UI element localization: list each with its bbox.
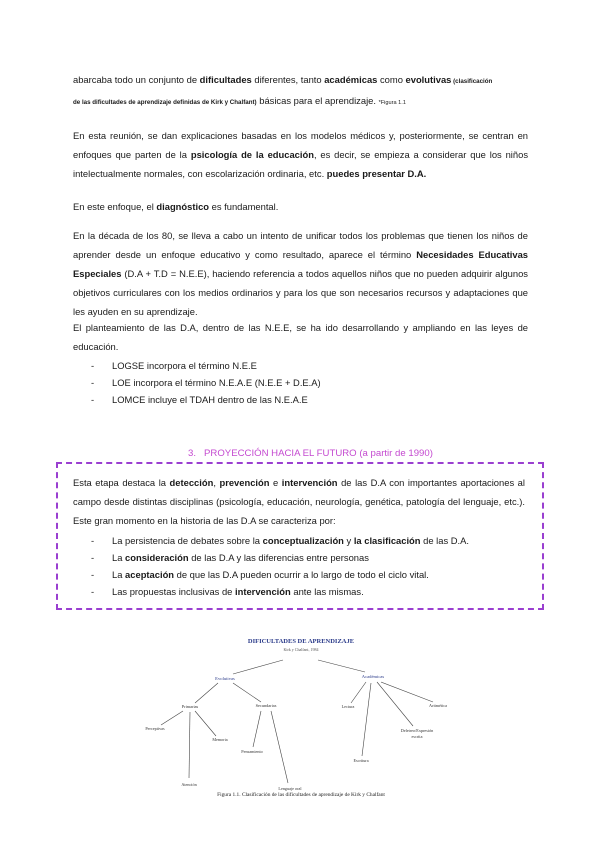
- section-title: PROYECCIÓN HACIA EL FUTURO: [204, 448, 357, 459]
- bold-psicologia: psicología de la educación: [190, 149, 314, 160]
- paragraph-etapa: Esta etapa destaca la detección, prevención e intervención de las D.A con importantes aportaciones al campo desde distintas disciplinas (psicología, educación, neurología, genética, patología del lenguaje, etc.). Este gran momento en la historia de las D.A se caracteriza por:: [73, 477, 525, 526]
- section-heading: 3. PROYECCIÓN HACIA EL FUTURO (a partir de 1990): [188, 448, 433, 459]
- list-dash: -: [91, 569, 95, 580]
- node-lenguaje: Lenguaje oral: [278, 786, 302, 791]
- node-perceptivas: Perceptivas: [145, 726, 165, 731]
- list-dash: -: [91, 377, 95, 388]
- list-dash: -: [91, 586, 95, 597]
- bold-diagnostico: diagnóstico: [156, 201, 210, 212]
- diagram-title: DIFICULTADES DE APRENDIZAJE: [247, 638, 355, 645]
- node-aritmetica: Aritmética: [429, 703, 447, 708]
- box-item-debates: La persistencia de debates sobre la conceptualización y la clasificación de las D.A.: [112, 535, 469, 546]
- list-dash: -: [91, 394, 95, 405]
- box-item-propuestas: Las propuestas inclusivas de intervención ante las mismas.: [112, 586, 364, 597]
- classification-diagram: [133, 620, 470, 800]
- paragraph-planteamiento: El planteamiento de las D.A, dentro de las N.E.E, se ha ido desarrollando y ampliando en las leyes de educación.: [73, 322, 528, 352]
- list-item-loe: LOE incorpora el término N.E.A.E (N.E.E + D.E.A): [112, 377, 321, 388]
- node-deletreo: Deletreo/Expresión: [400, 728, 434, 733]
- bold-prevencion: prevención: [219, 477, 270, 488]
- node-primarias: Primarias: [181, 704, 199, 709]
- kirk-reference: de las dificultades de aprendizaje definidas de Kirk y Chalfant): [73, 99, 257, 106]
- bold-intervencion: intervención: [281, 477, 338, 488]
- bold-deteccion: detección: [169, 477, 214, 488]
- diagram-subtitle: Kirk y Chalfant, 1984: [283, 647, 319, 652]
- bold-academicas: académicas: [324, 74, 378, 85]
- node-escritura: Escritura: [353, 758, 369, 763]
- box-item-aceptacion: La aceptación de que las D.A pueden ocurrir a lo largo de todo el ciclo vital.: [112, 569, 429, 580]
- node-atencion: Atención: [181, 782, 197, 787]
- node-memoria: Memoria: [212, 737, 228, 742]
- list-dash: -: [91, 552, 95, 563]
- bold-dificultades: dificultades: [199, 74, 252, 85]
- node-secundarias: Secundarias: [255, 703, 277, 708]
- list-item-logse: LOGSE incorpora el término N.E.E: [112, 360, 257, 371]
- node-pensamiento: Pensamiento: [241, 749, 263, 754]
- node-lectura: Lectura: [341, 704, 355, 709]
- paragraph-decada-80: En la década de los 80, se lleva a cabo un intento de unificar todos los problemas que tienen los niños de aprender desde un enfoque educativo y como resultado, aparece el término Necesidades Educativas Especiales (D.A + T.D = N.E.E), haciendo referencia a todos aquellos niños que no pueden adquirir algunos objetivos curriculares con los medios ordinarios y para los que son necesarios recursos y adaptaciones que les ayuden en su aprendizaje.: [73, 230, 528, 317]
- paragraph-enfoque: En este enfoque, el diagnóstico es fundamental.: [73, 201, 279, 212]
- bold-nee: Necesidades Educativas Especiales: [73, 249, 528, 279]
- list-dash: -: [91, 535, 95, 546]
- bold-presentar: puedes presentar D.A.: [326, 168, 427, 179]
- node-evolutivas: Evolutivas: [215, 676, 235, 681]
- paragraph-intro: abarcaba todo un conjunto de dificultades diferentes, tanto académicas como evolutivas (clasificación de las dificultades de aprendizaje definidas de Kirk y Chalfant) básicas para el aprendizaje. *Figura 1.1: [73, 74, 493, 106]
- figure-caption: Figura 1.1. Clasificación de las dificultades de aprendizaje de Kirk y Chalfant: [217, 792, 385, 798]
- bold-evolutivas: evolutivas: [405, 74, 452, 85]
- node-academicas: Académicas: [361, 674, 385, 679]
- section-subtitle: (a partir de 1990): [359, 448, 433, 459]
- figure-reference: *Figura 1.1: [378, 100, 406, 106]
- box-item-consideracion: La consideración de las D.A y las diferencias entre personas: [112, 552, 369, 563]
- list-item-lomce: LOMCE incluye el TDAH dentro de las N.E.A.E: [112, 394, 308, 405]
- node-escrita: escrita: [411, 734, 423, 739]
- list-dash: -: [91, 360, 95, 371]
- paragraph-reunion: En esta reunión, se dan explicaciones basadas en los modelos médicos y, posteriormente, se centran en enfoques que parten de la psicología de la educación, es decir, se empieza a considerar que los niños intelectualmente normales, con escolarización ordinaria, etc. puedes presentar D.A.: [73, 130, 529, 179]
